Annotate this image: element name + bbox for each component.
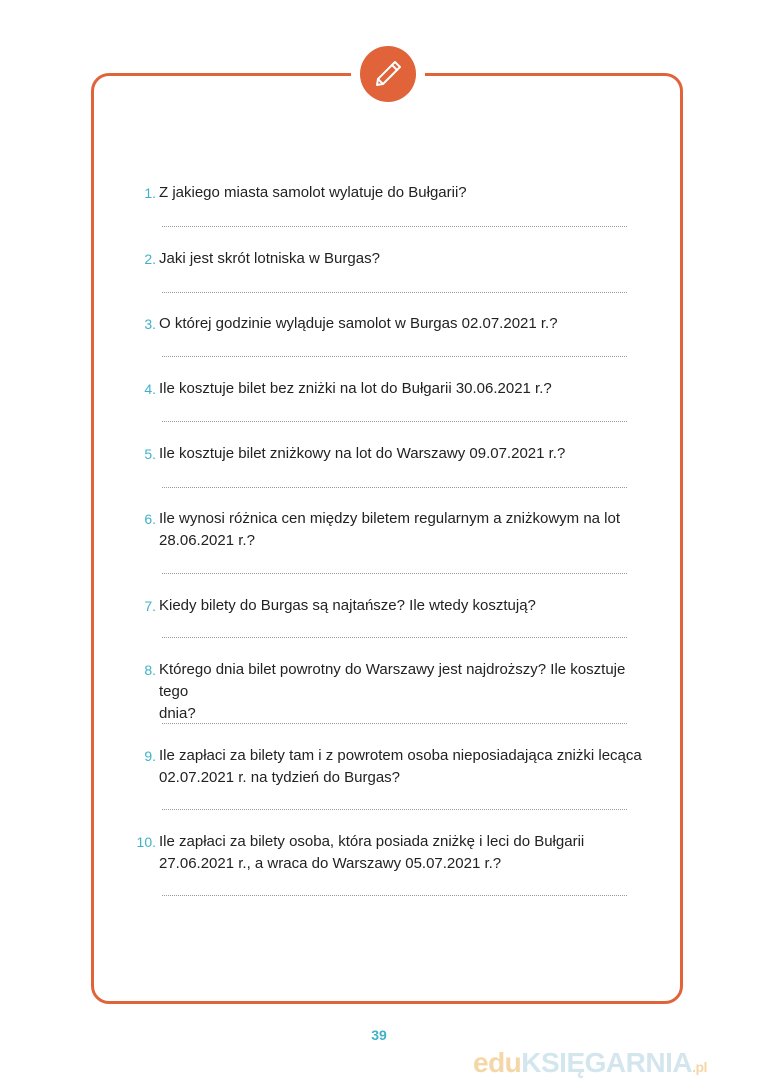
question-number: 7. (144, 598, 156, 614)
question-number: 8. (144, 662, 156, 678)
page-number: 39 (371, 1027, 387, 1043)
question-10 (136, 831, 648, 875)
watermark-part: edu (473, 1047, 522, 1078)
answer-line-8[interactable] (162, 723, 627, 724)
answer-line-9[interactable] (162, 809, 627, 810)
question-number: 6. (144, 511, 156, 527)
question-text: O której godzinie wyląduje samolot w Burgas 02.07.2021 r.? (159, 315, 558, 332)
watermark-logo (473, 1046, 707, 1084)
answer-line-10[interactable] (162, 895, 627, 896)
question-5 (136, 443, 648, 465)
answer-line-2[interactable] (162, 292, 627, 293)
question-4 (136, 378, 648, 400)
watermark-part: KSIĘGARNIA (521, 1047, 693, 1078)
answer-line-7[interactable] (162, 637, 627, 638)
question-2 (136, 248, 648, 270)
answer-line-3[interactable] (162, 356, 627, 357)
question-number: 1. (144, 185, 156, 201)
question-text: Jaki jest skrót lotniska w Burgas? (159, 250, 380, 267)
pencil-icon (371, 57, 405, 91)
question-3 (136, 313, 648, 335)
question-text-line: Ile zapłaci za bilety tam i z powrotem osoba nieposiadająca zniżki lecąca (159, 747, 642, 764)
question-number: 10. (136, 834, 156, 850)
answer-line-1[interactable] (162, 226, 627, 227)
question-number: 2. (144, 251, 156, 267)
question-text-line: Ile zapłaci za bilety osoba, która posiada zniżkę i leci do Bułgarii (159, 833, 585, 850)
question-7 (136, 595, 648, 617)
question-text: Ile kosztuje bilet bez zniżki na lot do Bułgarii 30.06.2021 r.? (159, 380, 552, 397)
question-text-line: Ile wynosi różnica cen między biletem regularnym a zniżkowym na lot (159, 510, 621, 527)
question-text-line: Którego dnia bilet powrotny do Warszawy jest najdroższy? Ile kosztuje tego (159, 661, 626, 700)
question-1 (136, 182, 648, 204)
answer-line-4[interactable] (162, 421, 627, 422)
pencil-badge (360, 46, 416, 102)
answer-line-5[interactable] (162, 487, 627, 488)
question-9 (136, 745, 648, 789)
question-text: Kiedy bilety do Burgas są najtańsze? Ile wtedy kosztują? (159, 597, 536, 614)
question-8 (136, 659, 648, 725)
question-6 (136, 508, 648, 552)
question-number: 9. (144, 748, 156, 764)
question-number: 5. (144, 446, 156, 462)
question-text: Z jakiego miasta samolot wylatuje do Bułgarii? (159, 184, 467, 201)
question-text: Ile kosztuje bilet zniżkowy na lot do Warszawy 09.07.2021 r.? (159, 445, 566, 462)
question-text-line: 02.07.2021 r. na tydzień do Burgas? (159, 769, 401, 786)
question-text-line: dnia? (159, 705, 196, 722)
question-number: 4. (144, 381, 156, 397)
answer-line-6[interactable] (162, 573, 627, 574)
question-number: 3. (144, 316, 156, 332)
question-text-line: 28.06.2021 r.? (159, 532, 255, 549)
watermark-part: .pl (692, 1059, 707, 1075)
question-text-line: 27.06.2021 r., a wraca do Warszawy 05.07.2021 r.? (159, 855, 502, 872)
